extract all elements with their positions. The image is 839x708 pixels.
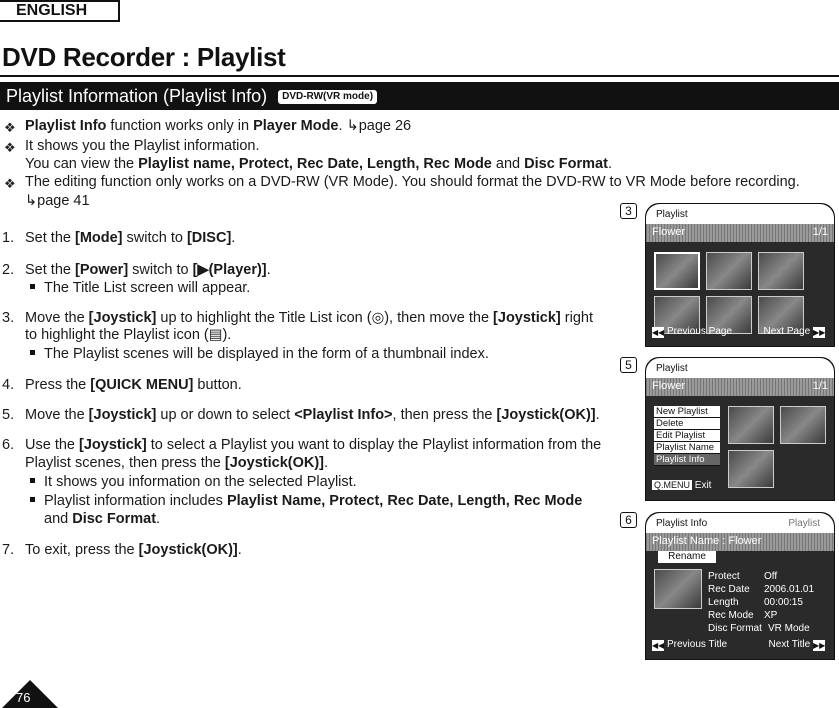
page-indicator: 1/1 [812,226,828,238]
forward-icon: ▶▶ [813,328,826,337]
info-value-disc-format: VR Mode [768,623,810,634]
step-number: 5. [2,407,15,423]
note-2: It shows you the Playlist information. [25,138,260,154]
menu-item-new-playlist[interactable]: New Playlist [654,406,720,418]
step-3: Move the [Joystick] up to highlight the Title List icon (◎), then move the [Joystick] right [25,310,593,326]
rewind-icon: ◀◀ [652,641,665,650]
next-title-button[interactable]: Next Title ▶▶ [768,639,826,650]
note-1: Playlist Info function works only in Player Mode. ↳page 26 [25,118,412,134]
step-5: Move the [Joystick] up or down to select <Playlist Info>, then press the [Joystick(OK)]. [25,407,600,423]
rename-button[interactable]: Rename [658,551,716,563]
panel-label-6: 6 [620,512,637,528]
step-number: 1. [2,230,15,246]
info-key-rec-date: Rec Date [708,584,750,595]
diamond-bullet-icon: ❖ [4,176,16,191]
step-6-bullet-2-cont: and Disc Format. [44,511,161,527]
rewind-icon: ◀◀ [652,328,665,337]
info-key-protect: Protect [708,571,740,582]
previous-title-button[interactable]: ◀◀ Previous Title [652,639,728,650]
info-value-rec-mode: XP [764,610,778,621]
step-number: 3. [2,310,15,326]
page-indicator: 1/1 [812,380,828,392]
step-2-bullet: The Title List screen will appear. [30,280,250,296]
quick-menu [654,406,720,466]
playlist-name-line: Playlist Name : Flower [652,535,762,547]
step-number: 2. [2,262,15,278]
thumbnail [654,569,702,609]
step-3-cont: to highlight the Playlist icon (▤). [25,327,232,343]
page-nav [652,326,828,342]
info-key-disc-format: Disc Format [708,623,762,634]
step-4: Press the [QUICK MENU] button. [25,377,242,393]
menu-item-playlist-info[interactable]: Playlist Info [654,454,720,466]
exit-label[interactable]: Exit [694,480,712,491]
menu-item-delete[interactable]: Delete [654,418,720,430]
thumbnail[interactable] [780,406,826,444]
step-3-bullet: The Playlist scenes will be displayed in the form of a thumbnail index. [30,346,489,362]
screen-header: Playlist [646,204,834,224]
step-number: 6. [2,437,15,453]
info-value-rec-date: 2006.01.01 [764,584,815,595]
thumbnail[interactable] [758,252,804,290]
step-2: Set the [Power] switch to [▶(Player)]. [25,262,271,278]
screen-header: Playlist Info Playlist [646,513,834,533]
screen-quick-menu [645,357,835,501]
page-number: 76 [16,690,31,705]
note-2-detail: You can view the Playlist name, Protect, Rec Date, Length, Rec Mode and Disc Format. [25,156,612,172]
panel-label-5: 5 [620,357,637,373]
step-6-cont: Playlist scenes, then press the [Joystick(OK)]. [25,455,329,471]
menu-item-edit-playlist[interactable]: Edit Playlist [654,430,720,442]
thumbnail-selected[interactable] [654,252,700,290]
info-key-length: Length [708,597,739,608]
forward-icon: ▶▶ [813,641,826,650]
step-number: 7. [2,542,15,558]
thumbnail[interactable] [728,406,774,444]
section-title: Playlist Information (Playlist Info) [6,86,268,106]
info-key-rec-mode: Rec Mode [708,610,754,621]
note-3-ref: ↳page 41 [25,193,90,209]
menu-item-playlist-name[interactable]: Playlist Name [654,442,720,454]
title-nav [652,639,828,655]
step-6: Use the [Joystick] to select a Playlist you want to display the Playlist information from the [25,437,602,453]
menu-footer [652,480,828,496]
title-divider [0,75,839,77]
step-6-bullet-1: It shows you information on the selected Playlist. [30,474,357,490]
thumbnail[interactable] [706,252,752,290]
step-number: 4. [2,377,15,393]
panel-label-3: 3 [620,203,637,219]
screen-playlist-info [645,512,835,660]
screen-playlist-thumbnails [645,203,835,347]
step-6-bullet-2: Playlist information includes Playlist Name, Protect, Rec Date, Length, Rec Mode [30,493,582,509]
diamond-bullet-icon: ❖ [4,120,16,135]
playlist-name: Flower [652,380,686,392]
diamond-bullet-icon: ❖ [4,140,16,155]
page-title: DVD Recorder : Playlist [2,42,286,72]
qmenu-key: Q.MENU [654,480,690,490]
info-value-length: 00:00:15 [764,597,803,608]
language-tab: ENGLISH [0,0,120,22]
screen-header: Playlist [646,358,834,378]
next-page-button[interactable]: Next Page ▶▶ [763,326,826,337]
step-1: Set the [Mode] switch to [DISC]. [25,230,236,246]
info-value-protect: Off [764,571,778,582]
step-7: To exit, press the [Joystick(OK)]. [25,542,242,558]
section-header [0,82,839,110]
note-3: The editing function only works on a DVD-RW (VR Mode). You should format the DVD-RW to VR Mode before recording. [25,174,800,190]
previous-page-button[interactable]: ◀◀ Previous Page [652,326,733,337]
mode-tag: DVD-RW(VR mode) [278,90,377,104]
playlist-name: Flower [652,226,686,238]
